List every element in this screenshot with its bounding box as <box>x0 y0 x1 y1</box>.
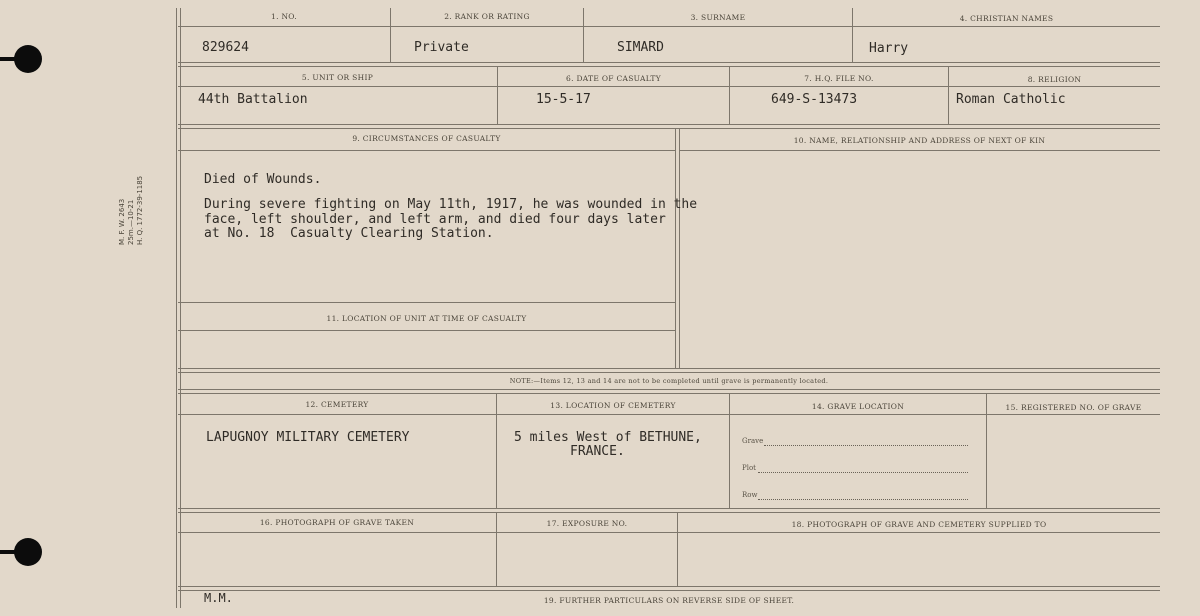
row-divider <box>178 302 675 303</box>
label-circumstances: 9. CIRCUMSTANCES OF CASUALTY <box>352 134 501 143</box>
punch-hole-top <box>14 45 42 73</box>
label-exposure: 17. EXPOSURE NO. <box>546 519 628 528</box>
label-photo-supplied: 18. PHOTOGRAPH OF GRAVE AND CEMETERY SUPPLIED TO <box>791 520 1047 529</box>
row4-label-line <box>178 414 1160 415</box>
label-location-unit: 11. LOCATION OF UNIT AT TIME OF CASUALTY <box>326 314 527 323</box>
circumstances-line-3: face, left shoulder, and left arm, and died four days later <box>204 212 666 227</box>
grave-dotted-line <box>764 444 968 446</box>
value-hq-file: 649-S-13473 <box>771 92 858 107</box>
note-text: NOTE:—Items 12, 13 and 14 are not to be completed until grave is permanently located. <box>509 377 829 385</box>
value-date: 15-5-17 <box>536 92 591 107</box>
label-further-particulars: 19. FURTHER PARTICULARS ON REVERSE SIDE OF SHEET. <box>543 596 795 605</box>
row1-label-line <box>178 26 1160 27</box>
initials: M.M. <box>204 591 233 605</box>
label-no: 1. NO. <box>271 12 297 21</box>
row-divider <box>178 586 1160 591</box>
label-religion: 8. RELIGION <box>1027 75 1082 84</box>
row3-label-line-left <box>178 150 675 151</box>
label-rank: 2. RANK OR RATING <box>444 12 530 21</box>
side-print-line-3: H. Q. 1772-39-1185 <box>136 175 144 245</box>
row-divider <box>178 368 1160 373</box>
label-next-of-kin: 10. NAME, RELATIONSHIP AND ADDRESS OF NEXT OF KIN <box>793 136 1046 145</box>
circumstances-line-1: Died of Wounds. <box>204 172 322 187</box>
row-divider <box>178 508 1160 513</box>
label-unit: 5. UNIT OR SHIP <box>301 73 374 82</box>
label-registered-no: 15. REGISTERED NO. OF GRAVE <box>1005 403 1142 412</box>
side-print <box>118 176 145 245</box>
label-surname: 3. SURNAME <box>690 13 746 22</box>
value-rank: Private <box>414 40 469 55</box>
punch-hole-bottom <box>14 538 42 566</box>
row11-label-line <box>178 330 675 331</box>
label-plot: Plot <box>742 464 756 472</box>
divider <box>729 394 730 508</box>
value-cemetery: LAPUGNOY MILITARY CEMETERY <box>206 430 410 445</box>
value-unit: 44th Battalion <box>198 92 308 107</box>
label-photo-taken: 16. PHOTOGRAPH OF GRAVE TAKEN <box>259 518 415 527</box>
circumstances-line-4: at No. 18 Casualty Clearing Station. <box>204 226 494 241</box>
row-divider <box>178 389 1160 394</box>
side-print-line-2: 25m.—10-21 <box>127 199 135 245</box>
label-grave: Grave <box>742 437 764 445</box>
row-divider <box>178 62 1160 67</box>
divider <box>496 394 497 508</box>
label-hq-file: 7. H.Q. FILE NO. <box>804 74 874 83</box>
label-christian-names: 4. CHRISTIAN NAMES <box>959 14 1054 23</box>
row-dotted-line <box>758 498 968 500</box>
label-grave-location: 14. GRAVE LOCATION <box>811 402 905 411</box>
value-christian-names: Harry <box>869 41 909 56</box>
value-religion: Roman Catholic <box>956 92 1066 107</box>
value-location-line-2: FRANCE. <box>570 444 625 459</box>
row5-label-line <box>178 532 1160 533</box>
row-divider <box>178 124 1160 129</box>
label-cemetery: 12. CEMETERY <box>305 400 369 409</box>
divider <box>675 128 680 368</box>
plot-dotted-line <box>758 471 968 473</box>
value-location-line-1: 5 miles West of BETHUNE, <box>514 430 702 445</box>
value-no: 829624 <box>202 40 249 55</box>
row2-label-line <box>178 86 1160 87</box>
value-surname: SIMARD <box>617 40 664 55</box>
label-location-cemetery: 13. LOCATION OF CEMETERY <box>550 401 676 410</box>
row3-label-line-right <box>679 150 1160 151</box>
circumstances-line-2: During severe fighting on May 11th, 1917, he was wounded in the <box>204 197 698 212</box>
side-print-line-1: M. F. W. 2643 <box>118 198 126 245</box>
label-date: 6. DATE OF CASUALTY <box>566 74 661 83</box>
label-row: Row <box>742 491 758 499</box>
